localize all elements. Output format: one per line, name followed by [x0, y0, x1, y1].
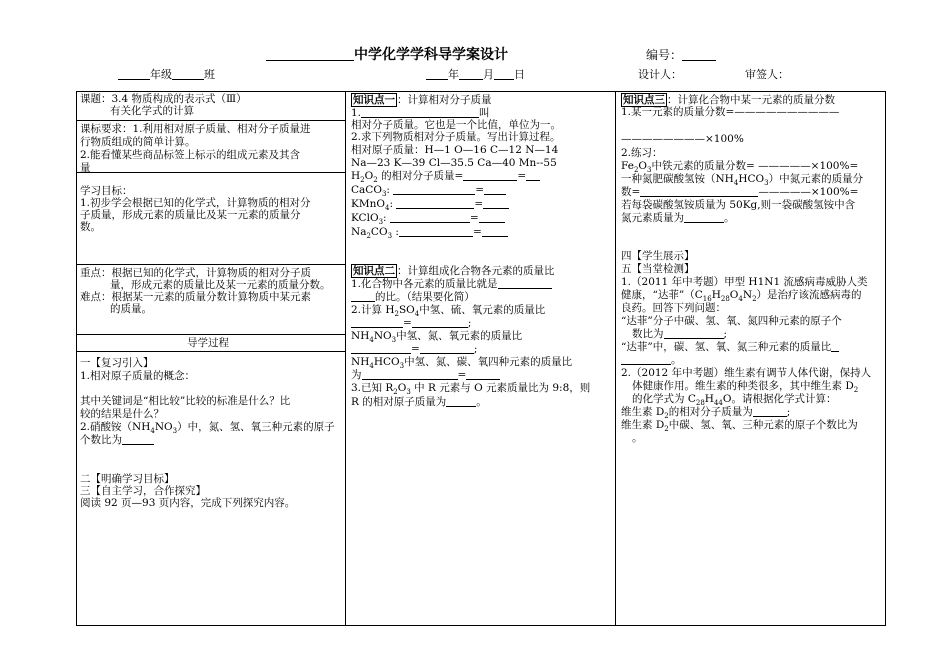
text-line: “达菲”中，碳、氢、氧、氮三种元素的质量比	[621, 341, 839, 354]
text-line: 2.练习：	[621, 147, 663, 159]
question: 个数比为	[80, 434, 154, 447]
knowledge-point-1: 知识点一 ：计算相对分子质量	[353, 94, 492, 106]
text-line: 2.求下列物质相对分子质量。写出计算过程。	[351, 131, 561, 143]
text-line: $NH_4NO_3$中氢、氮、氧元素的质量比	[351, 330, 523, 345]
row-line	[77, 264, 345, 265]
text-line: 1. 叫	[351, 107, 490, 119]
text-line: 3.已知 $R_2O_3$ 中 R 元素与 O 元素质量比为 9:8，则	[351, 382, 591, 397]
question: 1.相对原子质量的概念：	[80, 370, 196, 382]
grade-class: 年级 班	[118, 66, 215, 82]
process-heading: 导学过程	[187, 337, 229, 349]
topic-sub: 有关化学式的计算	[110, 105, 194, 117]
column-divider-2	[615, 92, 616, 625]
text-line: 维生素 $D_2$的相对分子质量为 ;	[621, 406, 791, 421]
text-line: 维生素 $D_2$中碳、氢、氧、三种元素的原子个数比为	[621, 419, 858, 434]
section-heading: 三【自主学习，合作探究】	[80, 485, 206, 497]
text-line: = ;	[351, 343, 477, 356]
text-line: 为 =	[351, 369, 500, 382]
reviewer-label: 审签人：	[745, 68, 789, 81]
text-line: 1.某一元素的质量分数=——————————	[621, 106, 840, 118]
text-line: CaCO$_3$: =	[351, 184, 506, 197]
key-point: 重点：根据已知的化学式，计算物质的相对分子质	[80, 267, 311, 279]
text-line: 1.（2011 年中考题）甲型 H1N1 流感病毒威胁人类	[621, 276, 868, 288]
goal-line: 数。	[80, 221, 101, 233]
question: 其中关键词是“相比较”比较的标准是什么？比	[80, 395, 291, 407]
text-line: 的比。（结果要化简）	[351, 291, 475, 304]
section-heading: 四【学生展示】	[621, 250, 695, 262]
text-line: 若每袋碳酸氢铵质量为 50Kg,则一袋碳酸氢铵中含	[621, 199, 856, 211]
text-line: 。	[621, 354, 682, 367]
text-line: KMnO$_4$: =	[351, 198, 509, 211]
requirement-line: 量	[80, 162, 91, 174]
difficulty: 难点：根据某一元素的质量分数计算物质中某元素	[80, 291, 311, 303]
section-heading: 五【当堂检测】	[621, 263, 695, 275]
text-line: 1.化合物中各元素的质量比就是	[351, 278, 552, 291]
text-line: $NH_4HCO_3$中氢、氮、碳、氧四种元素的质量比	[351, 356, 573, 371]
text-line: 良药。回答下列问题：	[621, 302, 726, 314]
knowledge-point-2: 知识点二 ：计算组成化合物各元素的质量比	[353, 265, 555, 277]
text-line: 相对分子质量。它也是一个比值，单位为一。	[351, 119, 561, 131]
key-point: 量，形成元素的质量比及某一元素的质量分数。	[110, 279, 331, 291]
row-line	[77, 351, 345, 352]
page-title: 中学化学学科导学案设计	[266, 44, 508, 64]
text-line: 健康，“达菲$”(C_{16}H_{28}O_4N_2)$是治疗该流感病毒的	[621, 289, 862, 304]
reading-task: 阅读 92 页—93 页内容，完成下列探究内容。	[80, 497, 296, 509]
text-line: 相对原子质量：H—1 O—16 C—12 N—14	[351, 144, 559, 156]
row-line	[77, 120, 345, 121]
title-blank	[266, 46, 354, 61]
text-line: $H_2O_2$ 的相对分子质量= =	[351, 170, 540, 183]
difficulty: 的质量。	[110, 303, 152, 315]
text-line: R 的相对原子质量为 。	[351, 396, 487, 408]
section-heading: 一【复习引入】	[80, 357, 154, 369]
row-line	[77, 172, 345, 173]
question: 较的结果是什么？	[80, 408, 164, 420]
text-line: $Na_2CO_3$ : =	[351, 226, 508, 239]
text-line: “达菲”分子中碳、氢、氧、氮四种元素的原子个	[621, 315, 842, 327]
text-line: = ;	[351, 317, 471, 330]
text-line: 氮元素质量为 。	[621, 212, 735, 224]
goal-title: 学习目标：	[80, 185, 133, 197]
text-line: 。	[632, 432, 643, 444]
text-line: 2.（2012 年中考题）维生素有调节人体代谢，保持人	[621, 367, 872, 379]
knowledge-point-3: 知识点三 ：计算化合物中某一元素的质量分数	[623, 94, 835, 106]
text-line: ————————×100%	[621, 133, 744, 145]
column-divider-1	[345, 92, 346, 625]
designer-label: 设计人：	[638, 68, 682, 81]
doc-number: 编号：	[646, 46, 716, 63]
text-line: 的化学式为 $C_{28}H_{44}O$。请根据化学式计算：	[632, 393, 837, 408]
row-line	[77, 334, 345, 335]
requirement-line: 行物质组成的简单计算。	[80, 136, 196, 148]
goal-line: 子质量，形成元素的质量比及某一元素的质量分	[80, 209, 301, 221]
section-heading: 二【明确学习目标】	[80, 473, 175, 485]
date-line: 年 月 日	[426, 66, 525, 82]
requirement-line: 2.能看懂某些商品标签上标示的组成元素及其含	[80, 149, 301, 161]
requirement-line: 课标要求：1.利用相对原子质量、相对分子质量进	[80, 123, 311, 135]
text-line: Na—23 K—39 Cl—35.5 Ca—40 Mn--55	[351, 157, 557, 169]
text-line: 一种氮肥碳酸氢铵$(NH_4HCO_3)$中氮元素的质量分	[621, 173, 864, 188]
question: 2.硝酸铵$(NH_4NO_3)$中，氮、氢、氧三种元素的原子	[80, 421, 335, 436]
goal-line: 1.初步学会根据已知的化学式，计算物质的相对分	[80, 197, 311, 209]
text-line: $Fe_2O_3$中铁元素的质量分数= —————×100%=	[621, 160, 859, 175]
number-blank	[682, 48, 716, 61]
text-line: 数比为 ;	[632, 328, 728, 340]
topic: 课题：3.4 物质构成的表示式（Ⅲ）	[80, 93, 247, 105]
text-line: KClO$_3$: =	[351, 212, 505, 225]
text-line: 体健康作用。维生素的种类很多，其中维生素 $D_2$	[632, 380, 859, 395]
text-line: 数= —————×100%=	[621, 186, 859, 198]
text-line: 2.计算 $H_2SO_4$中氢、硫、氧元素的质量比	[351, 304, 546, 319]
